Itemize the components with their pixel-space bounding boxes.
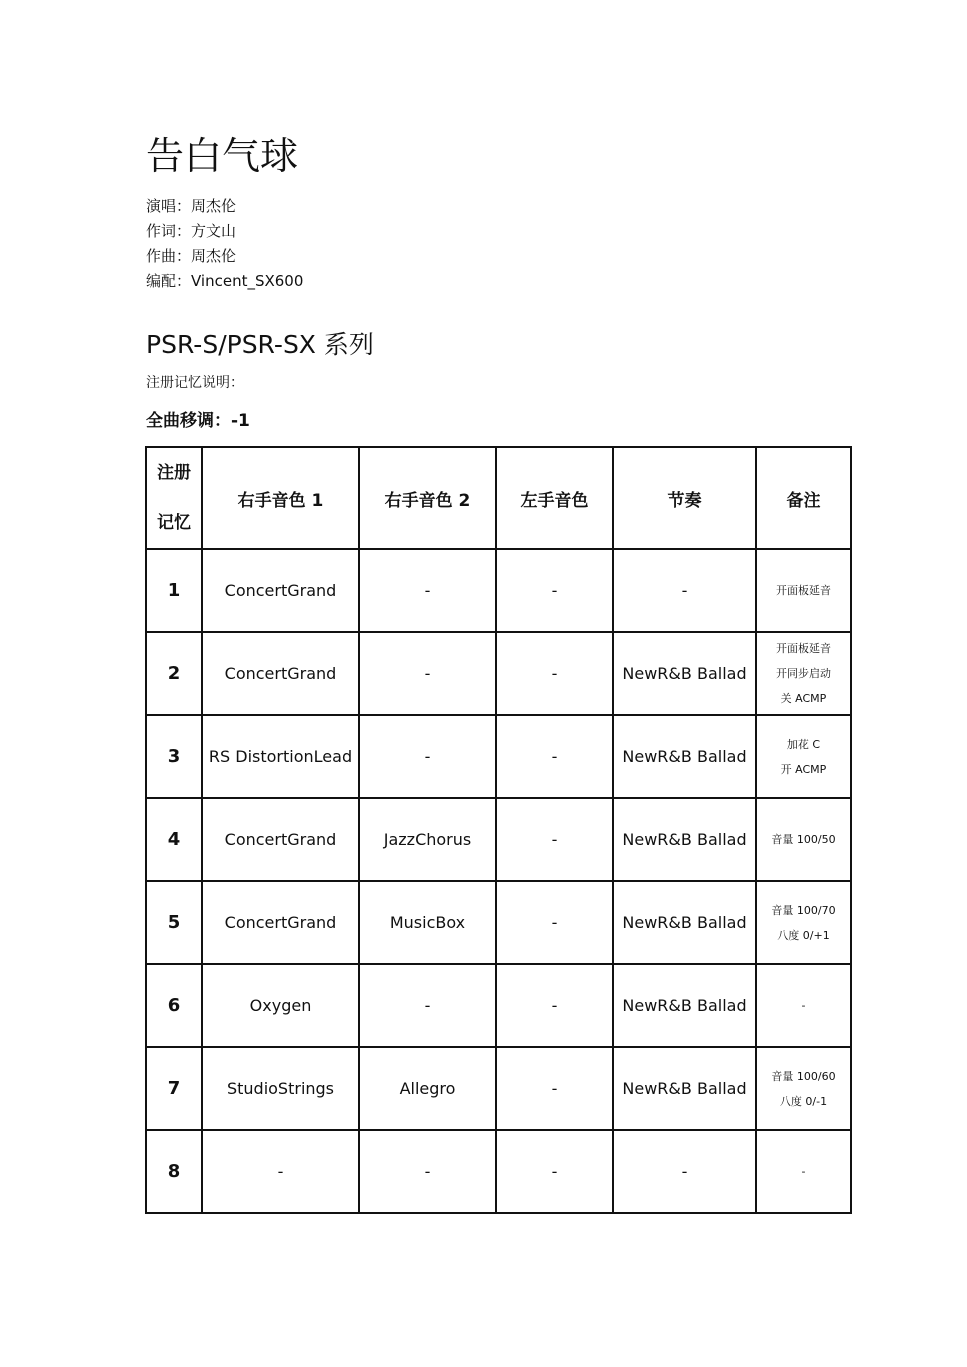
transpose-info: 全曲移调：-1: [146, 411, 250, 431]
remark-line: 关 ACMP: [780, 692, 827, 705]
header-rhythm: 节奏: [613, 447, 756, 549]
cell-rhythm: NewR&B Ballad: [613, 715, 756, 798]
cell-right-voice-1: ConcertGrand: [202, 632, 359, 715]
cell-left-voice: -: [496, 632, 613, 715]
cell-registration-number: 3: [146, 715, 202, 798]
cell-rhythm: NewR&B Ballad: [613, 1047, 756, 1130]
cell-right-voice-2: -: [359, 1130, 496, 1213]
cell-remarks: [756, 632, 851, 715]
cell-registration-number: 8: [146, 1130, 202, 1213]
remark-line: 八度 0/-1: [779, 1094, 828, 1108]
remark-line: 音量 100/60: [771, 1069, 836, 1083]
remark-line: 音量 100/50: [771, 833, 836, 846]
cell-registration-number: 2: [146, 632, 202, 715]
cell-rhythm: NewR&B Ballad: [613, 798, 756, 881]
header-left-voice: 左手音色: [496, 447, 613, 549]
cell-remarks: [756, 964, 851, 1047]
cell-remarks: [756, 881, 851, 964]
credits: [146, 194, 303, 294]
cell-remarks: [756, 1130, 851, 1213]
cell-right-voice-2: -: [359, 632, 496, 715]
cell-left-voice: -: [496, 964, 613, 1047]
remark-line: 开面板延音: [776, 584, 831, 597]
remark-line: -: [801, 999, 806, 1012]
header-remarks: 备注: [756, 447, 851, 549]
cell-right-voice-2: -: [359, 715, 496, 798]
remark-line: 开面板延音: [776, 642, 831, 655]
table-row: [146, 632, 851, 715]
remark-line: 八度 0/+1: [777, 928, 830, 942]
registration-note: 注册记忆说明：: [146, 375, 244, 391]
header-right-voice-2: 右手音色 2: [359, 447, 496, 549]
cell-right-voice-1: ConcertGrand: [202, 881, 359, 964]
table-row: [146, 798, 851, 881]
cell-registration-number: 4: [146, 798, 202, 881]
table-row: [146, 964, 851, 1047]
table-row: [146, 1047, 851, 1130]
cell-left-voice: -: [496, 881, 613, 964]
cell-left-voice: -: [496, 1130, 613, 1213]
cell-remarks: [756, 715, 851, 798]
table-row: [146, 881, 851, 964]
cell-rhythm: -: [613, 1130, 756, 1213]
cell-left-voice: -: [496, 1047, 613, 1130]
cell-left-voice: -: [496, 549, 613, 632]
cell-right-voice-1: -: [202, 1130, 359, 1213]
cell-right-voice-2: JazzChorus: [359, 798, 496, 881]
cell-right-voice-2: Allegro: [359, 1047, 496, 1130]
remark-line: -: [801, 1165, 806, 1178]
credit-composer: 作曲：周杰伦: [146, 247, 237, 265]
cell-rhythm: NewR&B Ballad: [613, 632, 756, 715]
table-header-row: [146, 447, 851, 549]
header-right-voice-1: 右手音色 1: [202, 447, 359, 549]
cell-remarks: [756, 549, 851, 632]
table-row: [146, 1130, 851, 1213]
remark-line: 加花 C: [786, 737, 821, 751]
cell-right-voice-2: MusicBox: [359, 881, 496, 964]
header-registration: [146, 447, 202, 549]
credit-lyricist: 作词：方文山: [146, 222, 237, 240]
cell-registration-number: 1: [146, 549, 202, 632]
cell-right-voice-1: RS DistortionLead: [202, 715, 359, 798]
cell-remarks: [756, 1047, 851, 1130]
header-registration-line1: 注册: [157, 463, 191, 483]
credit-singer: 演唱：周杰伦: [146, 197, 237, 215]
cell-right-voice-2: -: [359, 549, 496, 632]
cell-remarks: [756, 798, 851, 881]
cell-registration-number: 7: [146, 1047, 202, 1130]
credit-arranger: 编配：Vincent_SX600: [146, 272, 304, 290]
cell-right-voice-1: ConcertGrand: [202, 549, 359, 632]
cell-rhythm: NewR&B Ballad: [613, 881, 756, 964]
table-body: [146, 549, 851, 1213]
cell-rhythm: NewR&B Ballad: [613, 964, 756, 1047]
remark-line: 音量 100/70: [771, 903, 836, 917]
cell-left-voice: -: [496, 798, 613, 881]
cell-registration-number: 6: [146, 964, 202, 1047]
song-title: 告白气球: [146, 134, 299, 178]
cell-right-voice-1: Oxygen: [202, 964, 359, 1047]
cell-left-voice: -: [496, 715, 613, 798]
series-heading: PSR-S/PSR-SX 系列: [146, 330, 374, 359]
cell-right-voice-2: -: [359, 964, 496, 1047]
remark-line: 开 ACMP: [780, 762, 827, 776]
cell-rhythm: -: [613, 549, 756, 632]
registration-table: [145, 446, 852, 1214]
table-row: [146, 715, 851, 798]
remark-line: 开同步启动: [776, 667, 831, 680]
cell-registration-number: 5: [146, 881, 202, 964]
header-registration-line2: 记忆: [157, 513, 191, 533]
table-row: [146, 549, 851, 632]
cell-right-voice-1: ConcertGrand: [202, 798, 359, 881]
cell-right-voice-1: StudioStrings: [202, 1047, 359, 1130]
